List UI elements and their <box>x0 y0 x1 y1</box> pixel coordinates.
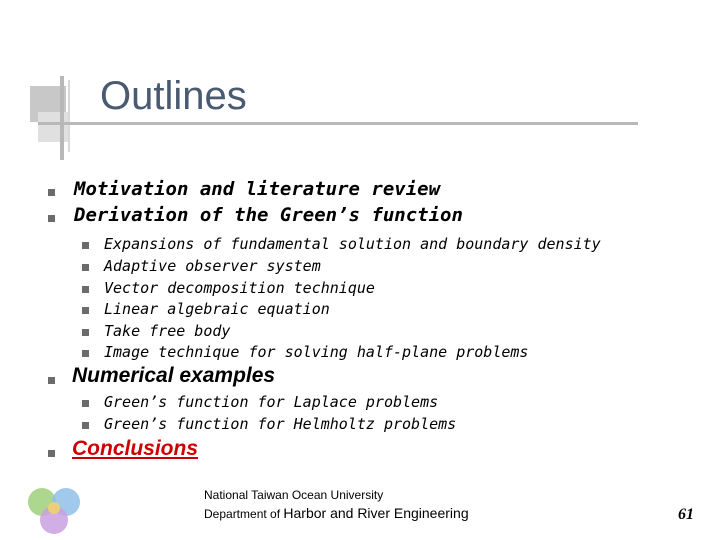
slide-title: Outlines <box>100 74 247 118</box>
sub-item: Expansions of fundamental solution and boundary density <box>104 235 601 253</box>
bullet-icon <box>48 377 55 384</box>
bullet-icon <box>82 264 89 271</box>
lab-logo-icon <box>24 486 84 534</box>
outline-item-derivation: Derivation of the Green’s function <box>74 204 463 226</box>
bullet-icon <box>82 329 89 336</box>
page-number: 61 <box>678 506 694 523</box>
sub-item: Green’s function for Laplace problems <box>104 393 439 411</box>
bullet-icon <box>48 215 55 222</box>
footer-dept-name: Harbor and River Engineering <box>283 505 469 521</box>
sub-item: Adaptive observer system <box>104 257 321 275</box>
footer-university: National Taiwan Ocean University <box>204 488 384 502</box>
footer-dept-prefix: Department of <box>204 507 281 521</box>
sub-item: Take free body <box>104 322 231 340</box>
footer-department <box>204 505 469 521</box>
lab-logo <box>24 486 84 534</box>
outline-item-numerical-examples: Numerical examples <box>72 364 276 387</box>
bullet-icon <box>82 286 89 293</box>
bullet-icon <box>82 350 89 357</box>
outline-item-conclusions[interactable]: Conclusions <box>72 437 199 460</box>
sub-item: Linear algebraic equation <box>104 300 330 318</box>
sub-item: Green’s function for Helmholtz problems <box>104 415 457 433</box>
sub-item: Vector decomposition technique <box>104 279 375 297</box>
bullet-icon <box>82 400 89 407</box>
outline-item-motivation: Motivation and literature review <box>74 178 441 200</box>
bullet-icon <box>82 422 89 429</box>
bullet-icon <box>48 450 55 457</box>
sub-item: Image technique for solving half-plane problems <box>104 343 529 361</box>
decor-vertical-line <box>68 80 70 152</box>
decor-vertical-line <box>60 76 64 160</box>
bullet-icon <box>48 189 55 196</box>
bullet-icon <box>82 242 89 249</box>
bullet-icon <box>82 307 89 314</box>
decor-horizontal-line <box>38 122 638 125</box>
